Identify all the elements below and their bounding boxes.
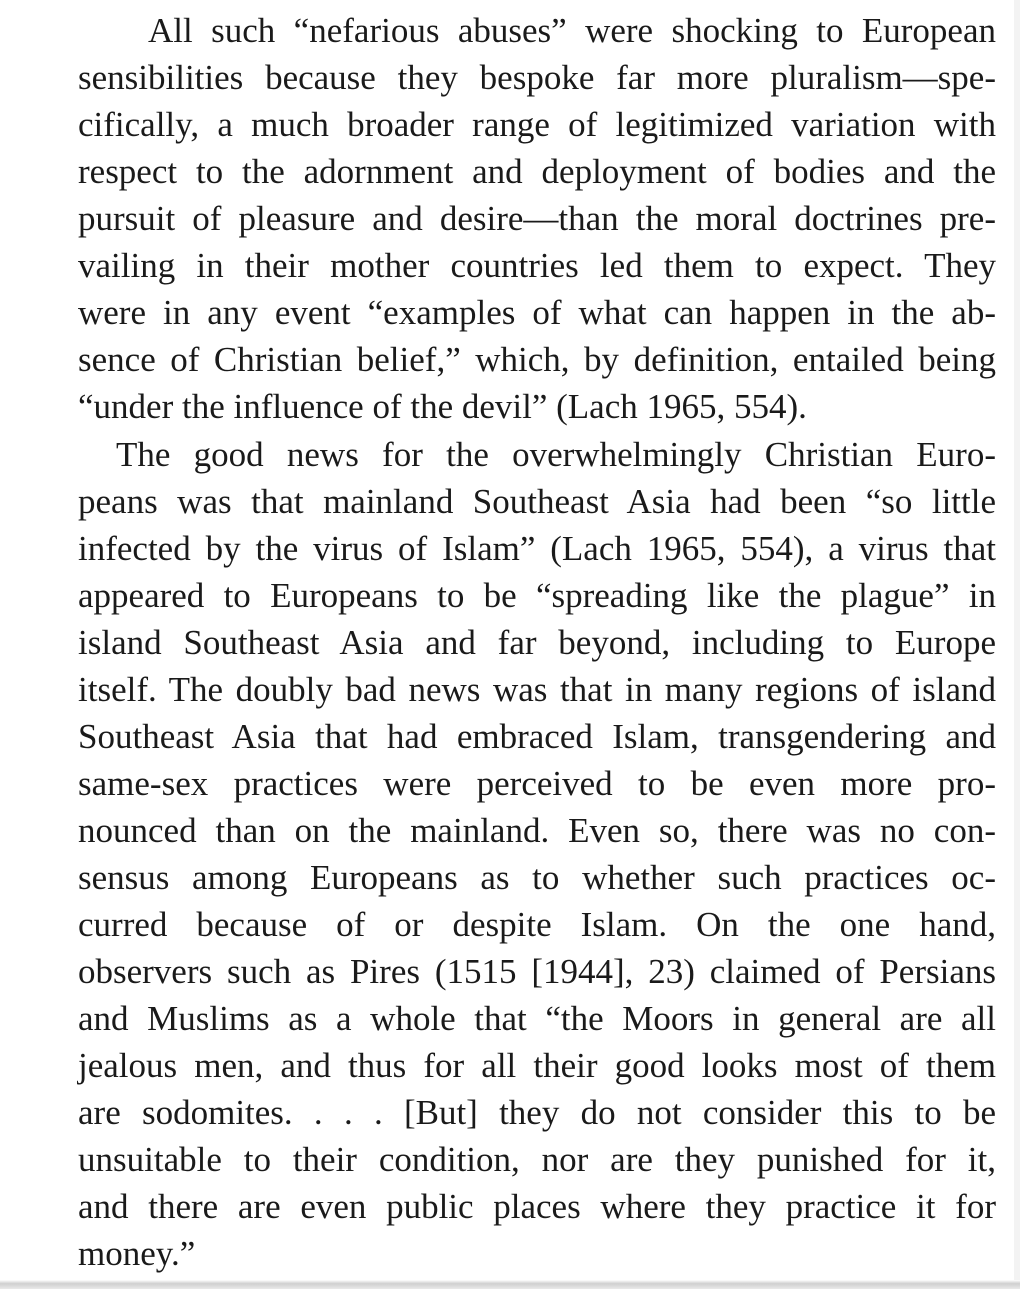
page-edge-shadow [1014, 0, 1020, 1289]
text-line: All such “nefarious abuses” were shocking to European [148, 11, 996, 50]
text-line: observers such as Pires (1515 [1944], 23) claimed of Persians [78, 952, 996, 991]
text-line: “under the influence of the devil” (Lach 1965, 554). [78, 387, 807, 426]
text-line: infected by the virus of Islam” (Lach 1965, 554), a virus that [78, 529, 996, 568]
text-line: The good news for the overwhelmingly Christian Euro- [116, 435, 996, 474]
text-line: are sodomites. . . . [But] they do not consider this to be [78, 1093, 996, 1132]
text-line: respect to the adornment and deployment of bodies and the [78, 152, 996, 191]
text-line: nounced than on the mainland. Even so, there was no con- [78, 811, 996, 850]
text-line: unsuitable to their condition, nor are they punished for it, [78, 1140, 996, 1179]
text-line: peans was that mainland Southeast Asia had been “so little [78, 482, 996, 521]
text-line: itself. The doubly bad news was that in many regions of island [78, 670, 996, 709]
text-line: cifically, a much broader range of legitimized variation with [78, 105, 996, 144]
text-line: sence of Christian belief,” which, by definition, entailed being [78, 340, 996, 379]
text-line: money.” [78, 1234, 196, 1273]
text-line: and there are even public places where they practice it for [78, 1187, 996, 1226]
text-line: appeared to Europeans to be “spreading like the plague” in [78, 576, 996, 615]
text-line: pursuit of pleasure and desire—than the moral doctrines pre- [78, 199, 996, 238]
page-bottom-border [0, 1280, 1020, 1289]
text-line: jealous men, and thus for all their good looks most of them [78, 1046, 996, 1085]
text-line: island Southeast Asia and far beyond, including to Europe [78, 623, 996, 662]
text-line: Southeast Asia that had embraced Islam, transgendering and [78, 717, 996, 756]
text-line: same-sex practices were perceived to be even more pro- [78, 764, 996, 803]
text-line: curred because of or despite Islam. On the one hand, [78, 905, 996, 944]
text-line: were in any event “examples of what can happen in the ab- [78, 293, 996, 332]
text-line: sensus among Europeans as to whether such practices oc- [78, 858, 996, 897]
text-line: vailing in their mother countries led them to expect. They [78, 246, 996, 285]
text-line: sensibilities because they bespoke far more pluralism—spe- [78, 58, 996, 97]
text-line: and Muslims as a whole that “the Moors in general are all [78, 999, 996, 1038]
